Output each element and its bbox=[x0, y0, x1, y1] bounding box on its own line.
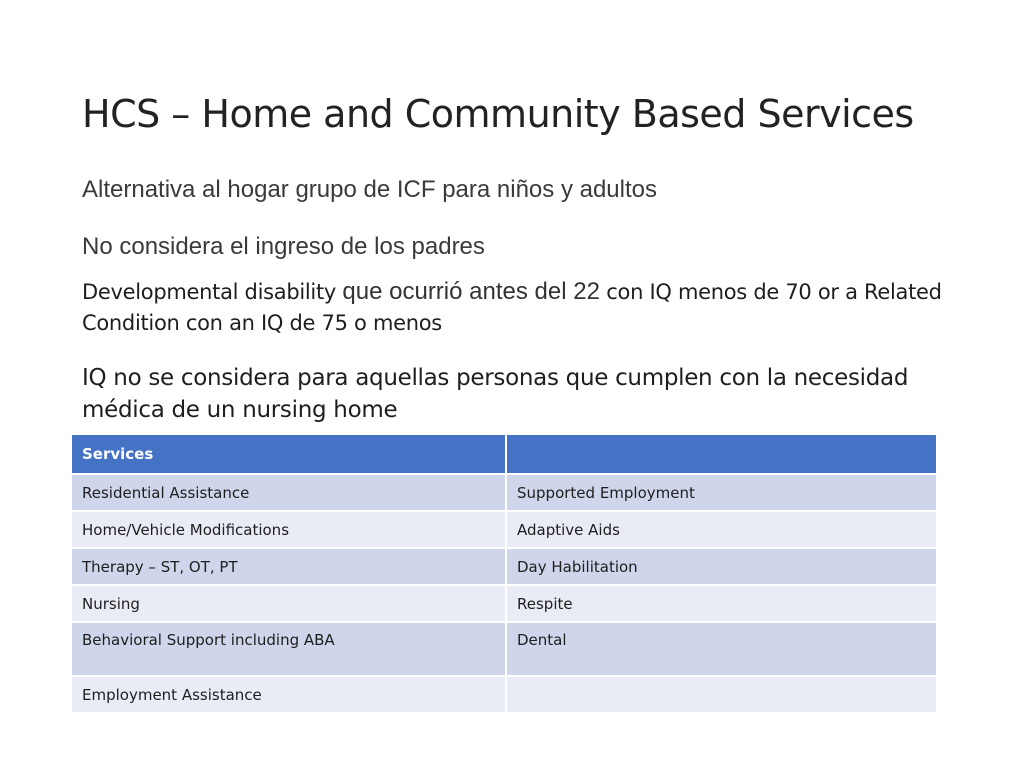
table-cell: Supported Employment bbox=[506, 474, 937, 511]
table-header-cell bbox=[506, 434, 937, 474]
table-cell: Dental bbox=[506, 622, 937, 676]
table-row bbox=[71, 511, 937, 548]
table-cell: Employment Assistance bbox=[71, 676, 506, 713]
table-cell: Nursing bbox=[71, 585, 506, 622]
table-cell: Adaptive Aids bbox=[506, 511, 937, 548]
table-row bbox=[71, 676, 937, 713]
table-row bbox=[71, 622, 937, 676]
bullet-alternative: Alternativa al hogar grupo de ICF para niños y adultos bbox=[82, 176, 658, 203]
table-row bbox=[71, 474, 937, 511]
bullet-parent-income: No considera el ingreso de los padres bbox=[82, 233, 485, 260]
table-cell bbox=[506, 676, 937, 713]
slide-title: HCS – Home and Community Based Services bbox=[82, 92, 914, 136]
eligibility-text-1: Developmental disability bbox=[82, 280, 343, 304]
table-cell: Residential Assistance bbox=[71, 474, 506, 511]
services-table bbox=[70, 433, 938, 714]
table-cell: Respite bbox=[506, 585, 937, 622]
bullet-eligibility bbox=[82, 276, 942, 339]
table-cell: Day Habilitation bbox=[506, 548, 937, 585]
table-header-row bbox=[71, 434, 937, 474]
table-row bbox=[71, 585, 937, 622]
bullet-iq-note: IQ no se considera para aquellas personas que cumplen con la necesidad médica de un nursing home bbox=[82, 365, 909, 423]
eligibility-text-3: con IQ menos de 70 or a Related Condition con an IQ de 75 o menos bbox=[82, 280, 942, 335]
table-header-cell: Services bbox=[71, 434, 506, 474]
table-cell: Home/Vehicle Modifications bbox=[71, 511, 506, 548]
table-cell: Therapy – ST, OT, PT bbox=[71, 548, 506, 585]
eligibility-text-2: que ocurrió antes del 22 bbox=[342, 278, 600, 305]
table-row bbox=[71, 548, 937, 585]
table-cell: Behavioral Support including ABA bbox=[71, 622, 506, 676]
